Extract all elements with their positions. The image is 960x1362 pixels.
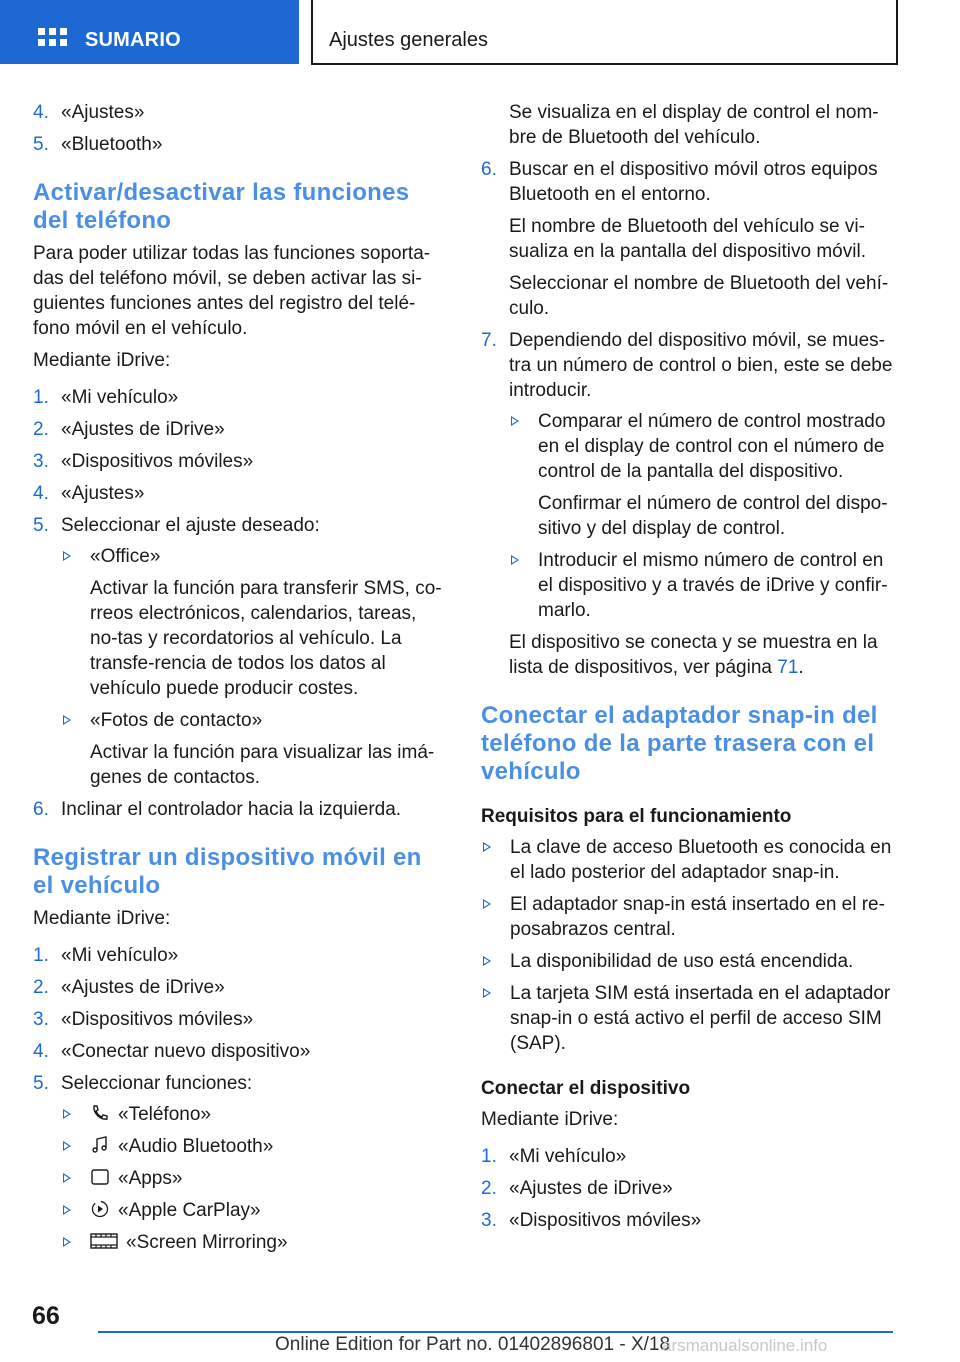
bullet-description: Activar la función para visualizar las imá-genes de contactos. [90, 742, 435, 788]
list-text: «Ajustes de iDrive» [61, 977, 225, 998]
music-note-icon [90, 1135, 110, 1153]
list-number: 1. [33, 945, 49, 966]
list-text: «Conectar nuevo dispositivo» [61, 1041, 311, 1062]
list-number: 4. [33, 102, 49, 123]
list-number: 5. [33, 1073, 49, 1094]
steps-list [33, 385, 448, 822]
footer-divider [98, 1331, 893, 1333]
triangle-bullet-icon [483, 956, 491, 966]
bullet-title: «Fotos de contacto» [90, 710, 263, 731]
triangle-bullet-icon [511, 416, 519, 426]
list-text: «Ajustes» [61, 483, 145, 504]
list-text: «Dispositivos móviles» [61, 451, 254, 472]
list-text: «Dispositivos móviles» [61, 1009, 254, 1030]
list-item [481, 328, 901, 680]
note-text: El dispositivo se conecta y se muestra en la lista de dispositivos, ver página [509, 632, 878, 678]
note-end: . [798, 657, 804, 678]
watermark: arsmanualsonline.info [662, 1336, 828, 1355]
list-number: 5. [33, 134, 49, 155]
paragraph: Para poder utilizar todas las funciones soporta-das del teléfono móvil, se deben activar las si-guientes funciones antes del registro del telé-fono móvil en el vehículo. [33, 243, 431, 339]
subsection-heading: Conectar el dispositivo [481, 1078, 691, 1099]
list-item [33, 449, 448, 474]
section-heading: Activar/desactivar las funciones del teléfono [33, 179, 410, 234]
triangle-bullet-icon [63, 715, 71, 725]
bullet-item [481, 981, 901, 1056]
section-heading: Registrar un dispositivo móvil en el vehículo [33, 844, 422, 899]
list-text: «Ajustes» [61, 102, 145, 123]
list-text: Inclinar el controlador hacia la izquierda. [61, 799, 402, 820]
bullet-item [61, 1166, 448, 1191]
list-item [33, 385, 448, 410]
list-number: 1. [33, 387, 49, 408]
list-text: «Mi vehículo» [61, 945, 179, 966]
page-header [0, 0, 960, 68]
list-number: 2. [33, 419, 49, 440]
function-label: «Apps» [118, 1168, 183, 1189]
list-text: Seleccionar funciones: [61, 1073, 253, 1094]
list-item [481, 1144, 901, 1169]
list-number: 3. [33, 1009, 49, 1030]
triangle-bullet-icon [63, 1237, 71, 1247]
bullet-item [61, 1134, 448, 1159]
bullet-list [509, 409, 901, 623]
steps-list [33, 943, 448, 1255]
list-text: «Dispositivos móviles» [509, 1210, 702, 1231]
apps-icon [90, 1167, 110, 1185]
triangle-bullet-icon [483, 842, 491, 852]
list-item [481, 1208, 901, 1233]
sumario-button[interactable] [0, 0, 299, 64]
list-item [33, 100, 448, 125]
bullet-item [61, 708, 448, 790]
bullet-item [481, 949, 901, 974]
page-link[interactable]: 71 [777, 657, 799, 678]
triangle-bullet-icon [63, 1205, 71, 1215]
triangle-bullet-icon [63, 551, 71, 561]
paragraph: Se visualiza en el display de control el nom-bre de Bluetooth del vehículo. [509, 102, 879, 148]
list-text: Buscar en el dispositivo móvil otros equipos Bluetooth en el entorno. [509, 159, 878, 205]
triangle-bullet-icon [63, 1173, 71, 1183]
right-column [481, 100, 901, 1240]
bullet-text: La tarjeta SIM está insertada en el adaptador snap-in o está activo el perfil de acceso SIM (SAP). [510, 983, 891, 1054]
list-number: 4. [33, 483, 49, 504]
list-text: Dependiendo del dispositivo móvil, se mues-tra un número de control o bien, este se debe introducir. [509, 330, 893, 401]
requirements-list [481, 835, 901, 1056]
bullet-list [61, 544, 448, 790]
paragraph: Mediante iDrive: [481, 1109, 619, 1130]
bullet-title: «Office» [90, 546, 161, 567]
function-label: «Teléfono» [118, 1104, 211, 1125]
function-label: «Screen Mirroring» [126, 1232, 288, 1253]
bullet-list [61, 1102, 448, 1255]
list-number: 7. [481, 330, 497, 351]
top-list [33, 100, 448, 157]
list-number: 2. [33, 977, 49, 998]
subsection-heading: Requisitos para el funcionamiento [481, 806, 792, 827]
play-icon [90, 1199, 110, 1217]
bullet-description: Activar la función para transferir SMS, co-rreos electrónicos, calendarios, tareas, no-tas y recordatorios al vehículo. La transfe-rencia de todos los datos al vehículo puede producir costes. [90, 578, 442, 699]
list-text: «Ajustes de iDrive» [61, 419, 225, 440]
list-number: 6. [481, 159, 497, 180]
steps-list [481, 1144, 901, 1233]
list-text: «Bluetooth» [61, 134, 163, 155]
list-item [33, 1007, 448, 1032]
bullet-item [481, 892, 901, 942]
phone-icon [90, 1103, 110, 1121]
bullet-text: La disponibilidad de uso está encendida. [510, 951, 854, 972]
steps-list [481, 157, 901, 680]
edition-text: Online Edition for Part no. 01402896801 - X/18 [275, 1334, 671, 1355]
bullet-item [481, 835, 901, 885]
list-item [33, 481, 448, 506]
list-text: «Mi vehículo» [509, 1146, 627, 1167]
list-item [33, 132, 448, 157]
list-number: 3. [33, 451, 49, 472]
grid-menu-icon [38, 28, 68, 52]
bullet-item [61, 1102, 448, 1127]
bullet-item [509, 548, 901, 623]
bullet-title: Introducir el mismo número de control en el dispositivo y a través de iDrive y confir-marlo. [538, 550, 888, 621]
bullet-text: La clave de acceso Bluetooth es conocida en el lado posterior del adaptador snap-in. [510, 837, 892, 883]
list-text: «Mi vehículo» [61, 387, 179, 408]
list-text: «Ajustes de iDrive» [509, 1178, 673, 1199]
function-label: «Audio Bluetooth» [118, 1136, 274, 1157]
triangle-bullet-icon [483, 899, 491, 909]
list-item [33, 943, 448, 968]
step-note: Seleccionar el nombre de Bluetooth del vehí-culo. [509, 273, 889, 319]
triangle-bullet-icon [483, 988, 491, 998]
list-item [33, 797, 448, 822]
sumario-label: SUMARIO [85, 29, 181, 51]
bullet-text: El adaptador snap-in está insertado en el re-posabrazos central. [510, 894, 885, 940]
list-item [33, 417, 448, 442]
list-number: 6. [33, 799, 49, 820]
triangle-bullet-icon [63, 1141, 71, 1151]
list-number: 4. [33, 1041, 49, 1062]
list-item [33, 1039, 448, 1064]
left-column [33, 100, 448, 1262]
list-text: Seleccionar el ajuste deseado: [61, 515, 320, 536]
list-item [481, 1176, 901, 1201]
bullet-description: Confirmar el número de control del dispo-sitivo y del display de control. [538, 493, 888, 539]
bullet-item [61, 1198, 448, 1223]
section-tab[interactable] [311, 0, 898, 65]
list-item [33, 513, 448, 790]
list-number: 5. [33, 515, 49, 536]
function-label: «Apple CarPlay» [118, 1200, 261, 1221]
list-number: 1. [481, 1146, 497, 1167]
bullet-item [61, 1230, 448, 1255]
list-item [33, 975, 448, 1000]
triangle-bullet-icon [511, 555, 519, 565]
section-title: Ajustes generales [329, 29, 488, 51]
screen-mirroring-icon [90, 1231, 118, 1249]
section-heading: Conectar el adaptador snap-in del teléfono de la parte trasera con el vehículo [481, 702, 878, 785]
bullet-title: Comparar el número de control mostrado en el display de control con el número de control de la pantalla del dispositivo. [538, 411, 886, 482]
paragraph: Mediante iDrive: [33, 350, 171, 371]
paragraph: Mediante iDrive: [33, 908, 171, 929]
list-number: 3. [481, 1210, 497, 1231]
list-number: 2. [481, 1178, 497, 1199]
list-item [33, 1071, 448, 1255]
triangle-bullet-icon [63, 1109, 71, 1119]
step-note [509, 630, 901, 680]
step-note: El nombre de Bluetooth del vehículo se vi-sualiza en la pantalla del dispositivo móvil. [509, 216, 866, 262]
page-number: 66 [32, 1302, 60, 1330]
bullet-item [61, 544, 448, 701]
list-item [481, 157, 901, 321]
bullet-item [509, 409, 901, 541]
